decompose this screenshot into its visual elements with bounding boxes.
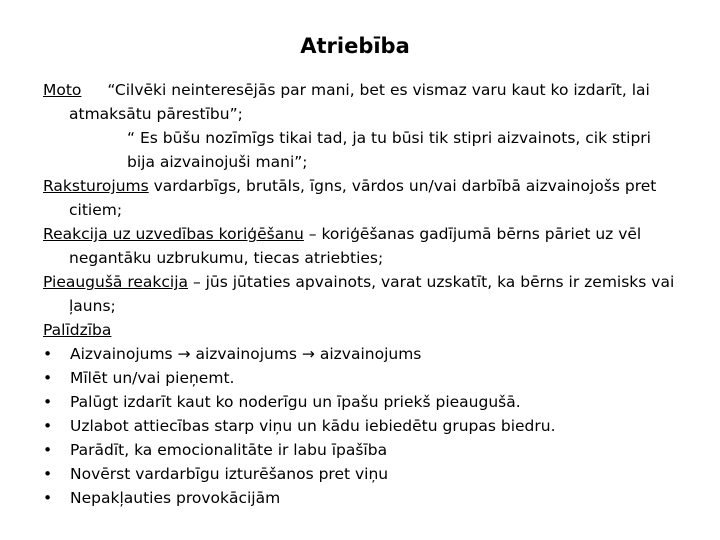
definition-characteristics (43, 174, 683, 222)
list-item-text: Novērst vardarbīgu izturēšanos pret viņu (70, 465, 389, 483)
list-item (43, 462, 683, 486)
list-item-text: Palūgt izdarīt kaut ko noderīgu un īpašu priekš pieaugušā. (70, 393, 521, 411)
page-title: Atriebība (300, 34, 410, 58)
help-list (43, 342, 683, 510)
list-item-text: Mīlēt un/vai pieņemt. (70, 369, 235, 387)
document-body (43, 78, 683, 510)
definition-reaction-correction (43, 222, 683, 270)
list-item-text: Parādīt, ka emocionalitāte ir labu īpašība (70, 441, 388, 459)
definition-adult-reaction (43, 270, 683, 318)
definition-term: Raksturojums (43, 177, 149, 195)
bullet-icon: • (43, 369, 53, 387)
list-item (43, 390, 683, 414)
list-item-text: Uzlabot attiecības starp viņu un kādu iebiedētu grupas biedru. (70, 417, 556, 435)
list-item (43, 486, 683, 510)
moto-term: Moto (43, 81, 82, 99)
list-item (43, 438, 683, 462)
bullet-icon: • (43, 393, 53, 411)
moto-quote-1: “Cilvēki neinteresējās par mani, bet es vismaz varu kaut ko izdarīt, lai atmaksātu pārestību”; (69, 81, 650, 123)
list-item-text: Nepakļauties provokācijām (70, 489, 281, 507)
help-heading (43, 318, 683, 342)
definition-text: – jūs jūtaties apvainots, varat uzskatīt, ka bērns ir zemisks vai ļauns; (69, 273, 675, 315)
definition-term: Reakcija uz uzvedības koriģēšanu (43, 225, 304, 243)
bullet-icon: • (43, 417, 53, 435)
list-item (43, 342, 683, 366)
definition-term: Pieaugušā reakcija (43, 273, 189, 291)
definition-text: vardarbīgs, brutāls, īgns, vārdos un/vai darbībā aizvainojošs pret citiem; (69, 177, 657, 219)
list-item (43, 366, 683, 390)
bullet-icon: • (43, 489, 53, 507)
bullet-icon: • (43, 441, 53, 459)
list-item (43, 414, 683, 438)
bullet-icon: • (43, 345, 53, 363)
list-item-text: Aizvainojums → aizvainojums → aizvainojums (70, 345, 422, 363)
definition-text: – koriģēšanas gadījumā bērns pāriet uz vēl negantāku uzbrukumu, tiecas atriebties; (69, 225, 642, 267)
moto-paragraph (43, 78, 683, 174)
help-heading-text: Palīdzība (43, 321, 112, 339)
moto-quote-2: “ Es būšu nozīmīgs tikai tad, ja tu būsi tik stipri aizvainots, cik stipri bija aizvainojuši mani”; (127, 129, 651, 171)
bullet-icon: • (43, 465, 53, 483)
